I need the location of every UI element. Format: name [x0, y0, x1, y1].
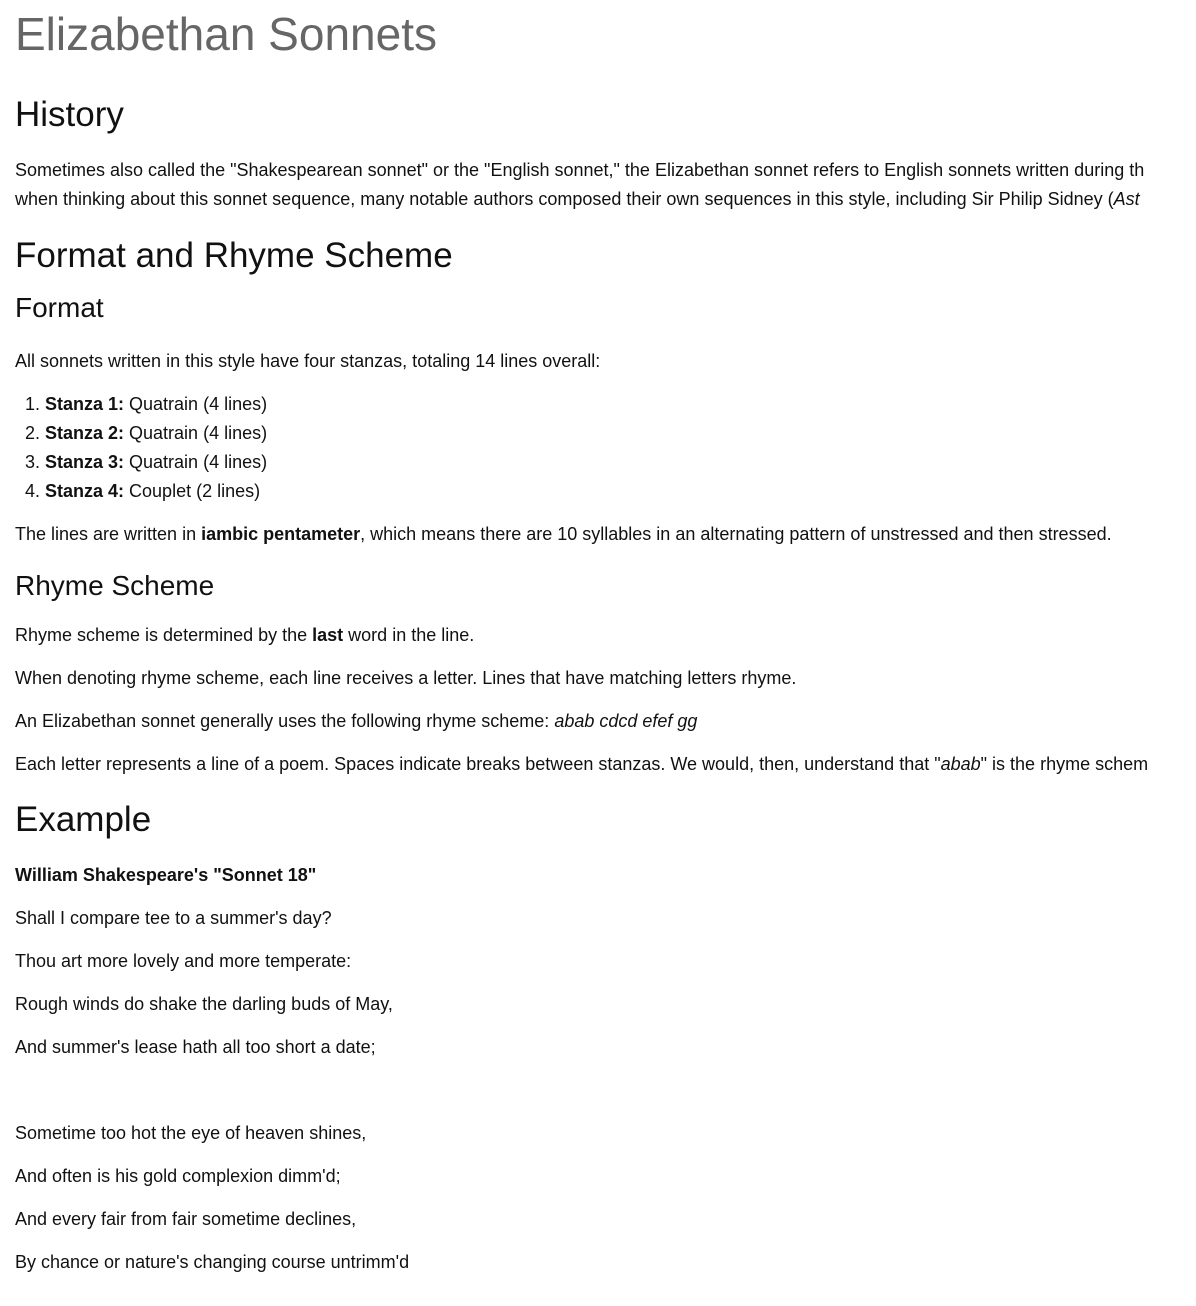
poem-line: And often is his gold complexion dimm'd; [15, 1166, 341, 1186]
stanza-label: Stanza 1: [45, 394, 125, 414]
history-line-1: Sometimes also called the "Shakespearean sonnet" or the "English sonnet," the Elizabethan sonnet refers to English sonnets written during th [15, 160, 1145, 180]
history-paragraph [15, 156, 1196, 214]
iambic-paragraph [15, 520, 1196, 549]
stanza-label: Stanza 2: [45, 423, 125, 443]
format-heading: Format [15, 292, 104, 323]
stanza-item [45, 419, 1196, 448]
stanza-list [15, 390, 1196, 506]
history-line-2-italic: Ast [1113, 189, 1140, 209]
rhyme-p4-before: Each letter represents a line of a poem. Spaces indicate breaks between stanzas. We would, then, understand that " [15, 754, 941, 774]
history-line-2: when thinking about this sonnet sequence, many notable authors composed their own sequences in this style, including Sir Philip Sidney ( [15, 189, 1114, 209]
poem-line: Sometime too hot the eye of heaven shines, [15, 1123, 367, 1143]
stanza-label: Stanza 4: [45, 481, 125, 501]
rhyme-p3-before: An Elizabethan sonnet generally uses the following rhyme scheme: [15, 711, 555, 731]
rhyme-p4-italic: abab [940, 754, 981, 774]
poem-line: Rough winds do shake the darling buds of May, [15, 994, 393, 1014]
iambic-text-before: The lines are written in [15, 524, 202, 544]
iambic-text-after: , which means there are 10 syllables in an alternating pattern of unstressed and then stressed. [360, 524, 1112, 544]
format-intro: All sonnets written in this style have four stanzas, totaling 14 lines overall: [15, 351, 601, 371]
rhyme-paragraph-3 [15, 707, 1196, 736]
rhyme-scheme-heading: Rhyme Scheme [15, 570, 215, 601]
stanza-break [15, 1062, 1196, 1105]
rhyme-paragraph-2: When denoting rhyme scheme, each line receives a letter. Lines that have matching letters rhyme. [15, 668, 797, 688]
poem-line: Thou art more lovely and more temperate: [15, 951, 352, 971]
stanza-desc: Quatrain (4 lines) [124, 452, 268, 472]
rhyme-p1-before: Rhyme scheme is determined by the [15, 625, 313, 645]
rhyme-p1-after: word in the line. [343, 625, 475, 645]
rhyme-paragraph-4 [15, 750, 1196, 779]
document-page [0, 8, 1196, 1277]
stanza-desc: Quatrain (4 lines) [124, 423, 268, 443]
rhyme-p1-bold: last [312, 625, 344, 645]
page-title: Elizabethan Sonnets [15, 8, 437, 60]
stanza-desc: Quatrain (4 lines) [124, 394, 268, 414]
poem-title-text: William Shakespeare's "Sonnet 18" [15, 865, 317, 885]
example-heading: Example [15, 800, 152, 839]
poem-title [15, 861, 1196, 890]
rhyme-scheme-pattern: abab cdcd efef gg [554, 711, 698, 731]
format-rhyme-heading: Format and Rhyme Scheme [15, 236, 453, 275]
poem-line: And every fair from fair sometime declines, [15, 1209, 357, 1229]
stanza-item [45, 448, 1196, 477]
stanza-item [45, 477, 1196, 506]
poem-line: By chance or nature's changing course untrimm'd [15, 1252, 410, 1272]
rhyme-p4-after: " is the rhyme schem [980, 754, 1149, 774]
iambic-bold: iambic pentameter [201, 524, 361, 544]
rhyme-paragraph-1 [15, 621, 1196, 650]
history-heading: History [15, 95, 124, 134]
stanza-item [45, 390, 1196, 419]
poem-line: Shall I compare tee to a summer's day? [15, 908, 332, 928]
stanza-label: Stanza 3: [45, 452, 125, 472]
stanza-desc: Couplet (2 lines) [124, 481, 261, 501]
poem-line: And summer's lease hath all too short a date; [15, 1037, 376, 1057]
